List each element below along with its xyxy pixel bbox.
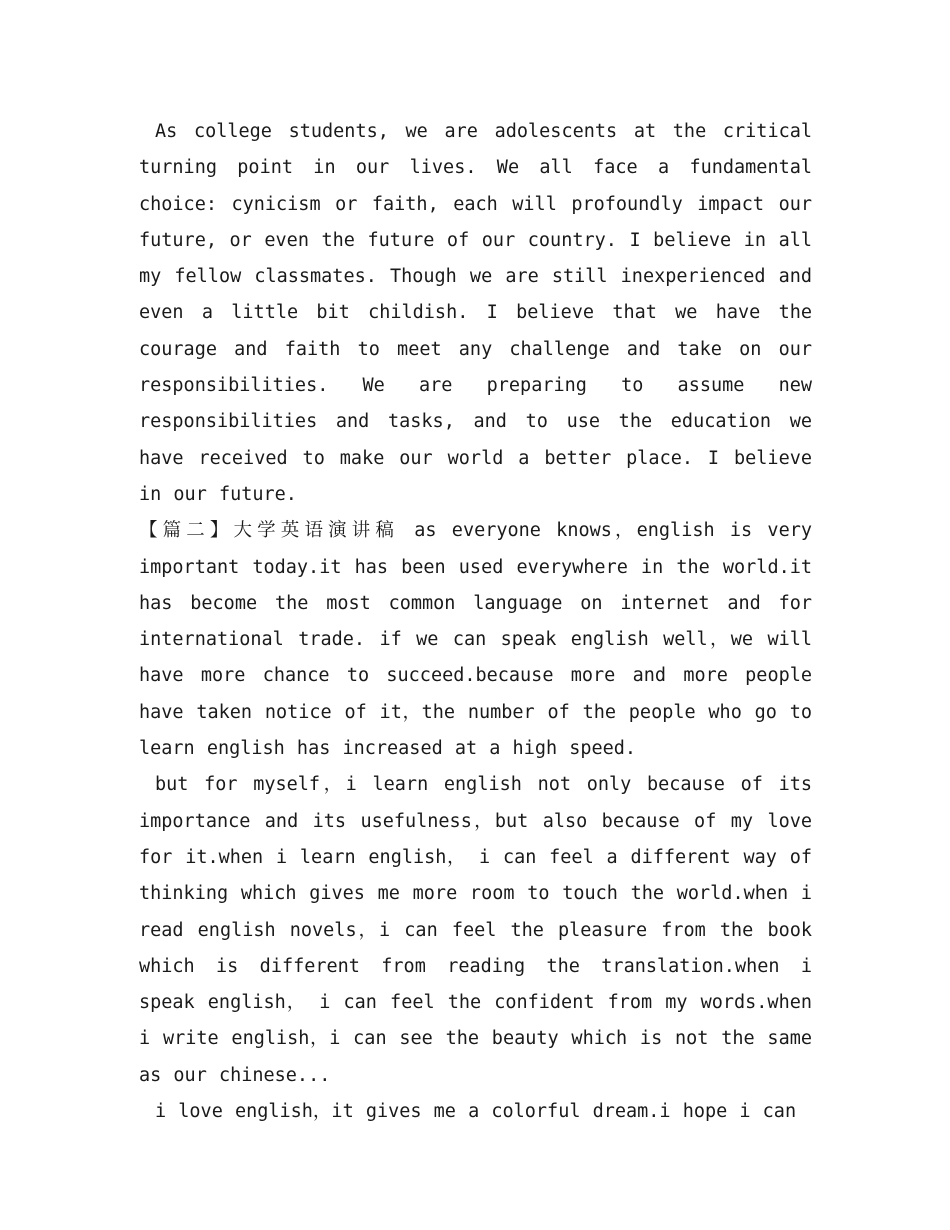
paragraph-dream: i love english，it gives me a colorful dream.i hope i can	[155, 1101, 797, 1123]
paragraph-speech-two	[139, 513, 812, 767]
paragraph-college-students: As college students, we are adolescents at the critical turning point in our lives. We all face a fundamental choice: cynicism or faith, each will profoundly impact our future, or even the future of our country. I believe in all my fellow classmates. Though we are still inexperienced and even a little bit childish. I believe that we have the courage and faith to meet any challenge and take on our responsibilities. We are preparing to assume new responsibilities and tasks, and to use the education we have received to make our world a better place. I believe in our future.	[139, 121, 812, 505]
document-body	[139, 114, 812, 1130]
paragraph-love-english: but for myself，i learn english not only because of its importance and its usefulness，but also because of my love for it.when i learn english， i can feel a different way of thinking which gives me more room to touch the world.when i read english novels，i can feel the pleasure from the book which is different from reading the translation.when i speak english， i can feel the confident from my words.when i write english，i can see the beauty which is not the same as our chinese...	[139, 774, 812, 1086]
paragraph-speech-two-text: as everyone knows，english is very important today.it has been used everywhere in the world.it has become the most common language on internet and for international trade. if we can speak english well，we will have more chance to succeed.because more and more people have taken notice of it，the number of the people who go to learn english has increased at a high speed.	[139, 520, 812, 760]
section-heading: 【篇二】大学英语演讲稿	[139, 520, 399, 542]
